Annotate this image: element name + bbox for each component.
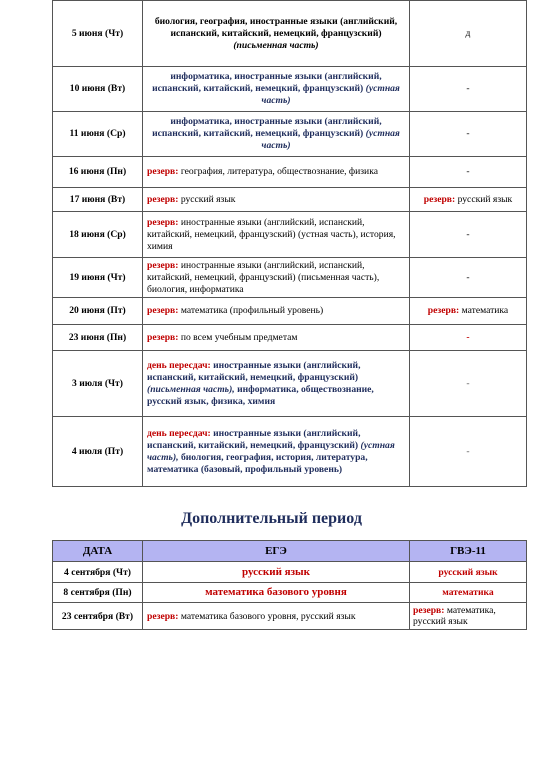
row-gve: русский язык [410, 562, 527, 583]
row-ege [143, 188, 410, 212]
table-row [53, 583, 527, 603]
ege-subjects: информатика, иностранные языки (английский, испанский, китайский, немецкий, французский) [152, 116, 382, 139]
ege-part: (устная часть) [261, 128, 400, 151]
retake-label: день пересдач: [147, 427, 211, 439]
row-date: 23 июня (Пн) [53, 325, 143, 351]
row-date: 23 сентября (Вт) [53, 603, 143, 630]
row-date: 19 июня (Чт) [53, 258, 143, 298]
gve-subjects: русский язык [457, 193, 513, 205]
table-row [53, 212, 527, 258]
ege-subjects: биология, география, иностранные языки (английский, испанский, китайский, немецкий, французский) [154, 15, 398, 39]
row-gve [410, 298, 527, 325]
row-ege [143, 1, 410, 67]
row-ege [143, 298, 410, 325]
ege-subjects: русский язык [180, 193, 236, 205]
row-gve: - [410, 157, 527, 188]
table-row [53, 562, 527, 583]
table-row [53, 112, 527, 157]
row-date: 17 июня (Вт) [53, 188, 143, 212]
reserve-label: резерв: [427, 305, 460, 316]
row-gve: - [410, 258, 527, 298]
ege-part: (устная часть), [147, 439, 395, 463]
ege-subjects-extra: биология, география, история, литература, математика (базовый, профильный уровень) [147, 451, 368, 475]
table-header-row [53, 541, 527, 562]
table-row [53, 417, 527, 487]
ege-subjects: иностранные языки (английский, испанский, китайский, немецкий, французский) (устная часть), история, химия [147, 216, 396, 252]
ege-subjects-extra: информатика, обществознание, русский язык, физика, химия [147, 383, 374, 407]
table-row [53, 603, 527, 630]
reserve-label: резерв: [147, 259, 179, 271]
reserve-label: резерв: [147, 331, 179, 343]
row-date: 4 сентября (Чт) [53, 562, 143, 583]
gve-subjects: математика [461, 305, 509, 316]
row-date: 8 сентября (Пн) [53, 583, 143, 603]
row-date: 18 июня (Ср) [53, 212, 143, 258]
row-date: 4 июля (Пт) [53, 417, 143, 487]
row-gve [410, 603, 527, 630]
reserve-label: резерв: [147, 305, 179, 316]
table-row [53, 298, 527, 325]
ege-subjects: математика (профильный уровень) [180, 305, 324, 316]
reserve-label: резерв: [147, 216, 179, 228]
row-ege [143, 258, 410, 298]
row-date: 16 июня (Пн) [53, 157, 143, 188]
header-gve: ГВЭ-11 [410, 541, 527, 562]
row-ege [143, 212, 410, 258]
row-ege [143, 157, 410, 188]
table-row [53, 351, 527, 417]
ege-subjects: иностранные языки (английский, испанский, китайский, немецкий, французский) (письменная часть), биология, информатика [147, 259, 380, 295]
ege-subjects: иностранные языки (английский, испанский, китайский, немецкий, французский) [147, 427, 361, 451]
row-ege: русский язык [143, 562, 410, 583]
reserve-label: резерв: [147, 610, 179, 622]
row-ege: математика базового уровня [143, 583, 410, 603]
ege-subjects: математика базового уровня, русский язык [180, 610, 356, 622]
header-ege: ЕГЭ [143, 541, 410, 562]
row-date: 11 июня (Ср) [53, 112, 143, 157]
section-title: Дополнительный период [181, 510, 362, 527]
row-gve: - [410, 325, 527, 351]
row-ege [143, 112, 410, 157]
row-ege [143, 325, 410, 351]
row-gve: математика [410, 583, 527, 603]
row-gve [410, 188, 527, 212]
reserve-label: резерв: [147, 166, 179, 177]
reserve-label: резерв: [423, 193, 456, 205]
header-date: ДАТА [53, 541, 143, 562]
reserve-label: резерв: [413, 605, 445, 616]
ege-subjects: география, литература, обществознание, физика [180, 166, 378, 177]
row-gve: - [410, 351, 527, 417]
main-schedule-table [52, 0, 527, 487]
table-row [53, 188, 527, 212]
row-ege [143, 603, 410, 630]
ege-subjects: иностранные языки (английский, испанский, китайский, немецкий, французский) [147, 359, 361, 383]
ege-subjects: по всем учебным предметам [180, 331, 298, 343]
extra-period-table [52, 540, 527, 630]
row-date: 3 июля (Чт) [53, 351, 143, 417]
ege-part: (устная часть) [261, 83, 400, 106]
row-ege [143, 351, 410, 417]
row-date: 20 июня (Пт) [53, 298, 143, 325]
row-gve: - [410, 212, 527, 258]
table-row [53, 258, 527, 298]
row-gve: - [410, 67, 527, 112]
row-date: 10 июня (Вт) [53, 67, 143, 112]
gve-subjects: математика, русский язык [413, 605, 496, 627]
row-gve: - [410, 112, 527, 157]
table-row [53, 325, 527, 351]
row-gve: - [410, 417, 527, 487]
ege-part: (письменная часть) [233, 39, 319, 51]
table-row [53, 1, 527, 67]
row-gve: д [410, 1, 527, 67]
ege-subjects: информатика, иностранные языки (английский, испанский, китайский, немецкий, французский) [152, 71, 382, 94]
retake-label: день пересдач: [147, 359, 211, 371]
reserve-label: резерв: [147, 193, 179, 205]
row-date: 5 июня (Чт) [53, 1, 143, 67]
ege-part: (письменная часть), [147, 383, 235, 395]
table-row [53, 67, 527, 112]
row-ege [143, 417, 410, 487]
table-row [53, 157, 527, 188]
row-ege [143, 67, 410, 112]
